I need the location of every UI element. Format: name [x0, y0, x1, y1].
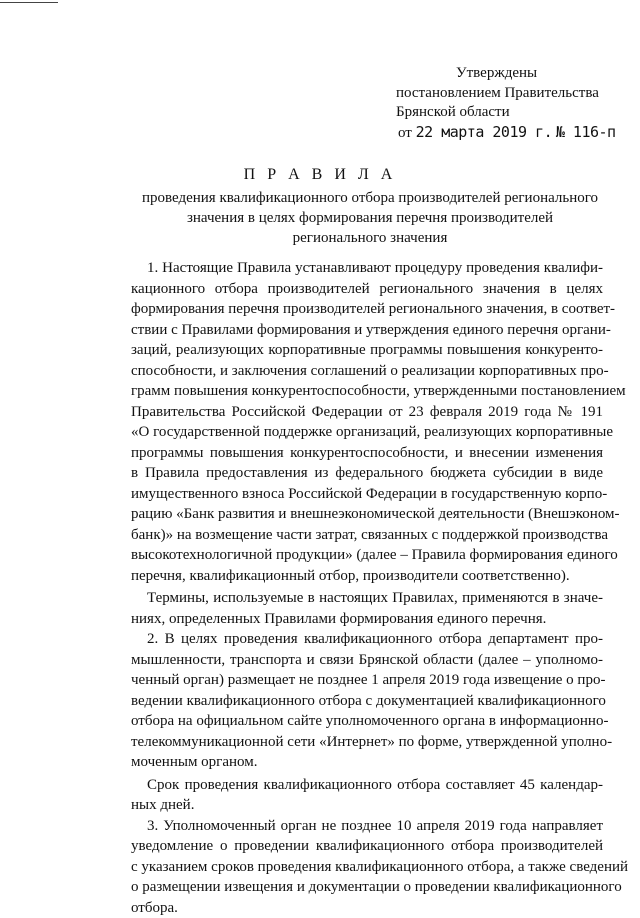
approval-line-region: Брянской области: [396, 103, 616, 123]
text-line: Правительства Российской Федерации от 23 февраля 2019 года № 191: [131, 402, 603, 423]
approval-date-line: [396, 123, 616, 144]
approval-line-resolution: постановлением Правительства: [396, 84, 616, 104]
text-line: кационного отбора производителей регионального значения в целях: [131, 279, 603, 300]
subtitle-line: проведения квалификационного отбора производителей регионального: [120, 188, 620, 208]
text-line: программы повышения конкурентоспособности, и внесении изменения: [131, 443, 603, 464]
top-rule: [0, 2, 58, 3]
text-line: высокотехнологичной продукции» (далее – Правила формирования единого: [131, 545, 603, 566]
text-line: Срок проведения квалификационного отбора составляет 45 календар-: [131, 775, 603, 796]
text-line: отбора.: [131, 898, 603, 918]
text-line: ведении квалификационного отбора с документацией квалификационного: [131, 691, 603, 712]
document-body: [131, 258, 603, 918]
text-line: заций, реализующих корпоративные программы повышения конкуренто-: [131, 340, 603, 361]
document-subtitle: [120, 188, 620, 248]
text-line: ствии с Правилами формирования и утверждения единого перечня органи-: [131, 320, 603, 341]
text-line: о размещении извещения и документации о проведении квалификационного: [131, 877, 603, 898]
approval-stamp: [396, 64, 616, 143]
text-line: телекоммуникационной сети «Интернет» по форме, утвержденной уполно-: [131, 732, 603, 753]
text-line: отбора на официальном сайте уполномоченного органа в информационно-: [131, 711, 603, 732]
text-line: 3. Уполномоченный орган не позднее 10 апреля 2019 года направляет: [131, 816, 603, 837]
text-line: моченным органом.: [131, 752, 603, 773]
approval-number: № 116-п: [556, 123, 616, 141]
text-line: банк)» на возмещение части затрат, связанных с поддержкой производства: [131, 525, 603, 546]
text-line: ниях, определенных Правилами формирования единого перечня.: [131, 609, 603, 630]
text-line: ных дней.: [131, 795, 603, 816]
text-line: в Правила предоставления из федерального бюджета субсидии в виде: [131, 463, 603, 484]
text-line: «О государственной поддержке организаций, реализующих корпоративные: [131, 422, 603, 443]
text-line: перечня, квалификационный отбор, производители соответственно).: [131, 566, 603, 587]
text-line: формирования перечня производителей регионального значения, в соответ-: [131, 299, 603, 320]
text-line: рацию «Банк развития и внешнеэкономической деятельности (Внешэконом-: [131, 504, 603, 525]
text-line: 1. Настоящие Правила устанавливают процедуру проведения квалифи-: [131, 258, 603, 279]
approval-line-approved: Утверждены: [396, 64, 616, 84]
text-line: 2. В целях проведения квалификационного отбора департамент про-: [131, 629, 603, 650]
text-line: с указанием сроков проведения квалификационного отбора, а также сведений: [131, 857, 603, 878]
text-line: грамм повышения конкурентоспособности, утвержденными постановлением: [131, 381, 603, 402]
paragraph-term-duration: [131, 775, 603, 816]
paragraph-1: [131, 258, 603, 586]
text-line: способности, и заключения соглашений о реализации корпоративных про-: [131, 361, 603, 382]
text-line: имущественного взноса Российской Федерации в государственную корпо-: [131, 484, 603, 505]
text-line: мышленности, транспорта и связи Брянской области (далее – уполномо-: [131, 650, 603, 671]
paragraph-terms: [131, 588, 603, 629]
approval-date: 22 марта 2019 г.: [416, 123, 553, 141]
text-line: Термины, используемые в настоящих Правилах, применяются в значе-: [131, 588, 603, 609]
document-title: П Р А В И Л А: [0, 165, 640, 185]
subtitle-line: значения в целях формирования перечня производителей: [120, 208, 620, 228]
approval-date-prefix: от: [398, 125, 412, 141]
paragraph-3: [131, 816, 603, 918]
paragraph-2: [131, 629, 603, 773]
subtitle-line: регионального значения: [120, 228, 620, 248]
text-line: ченный орган) размещает не позднее 1 апреля 2019 года извещение о про-: [131, 670, 603, 691]
text-line: уведомление о проведении квалификационного отбора производителей: [131, 836, 603, 857]
